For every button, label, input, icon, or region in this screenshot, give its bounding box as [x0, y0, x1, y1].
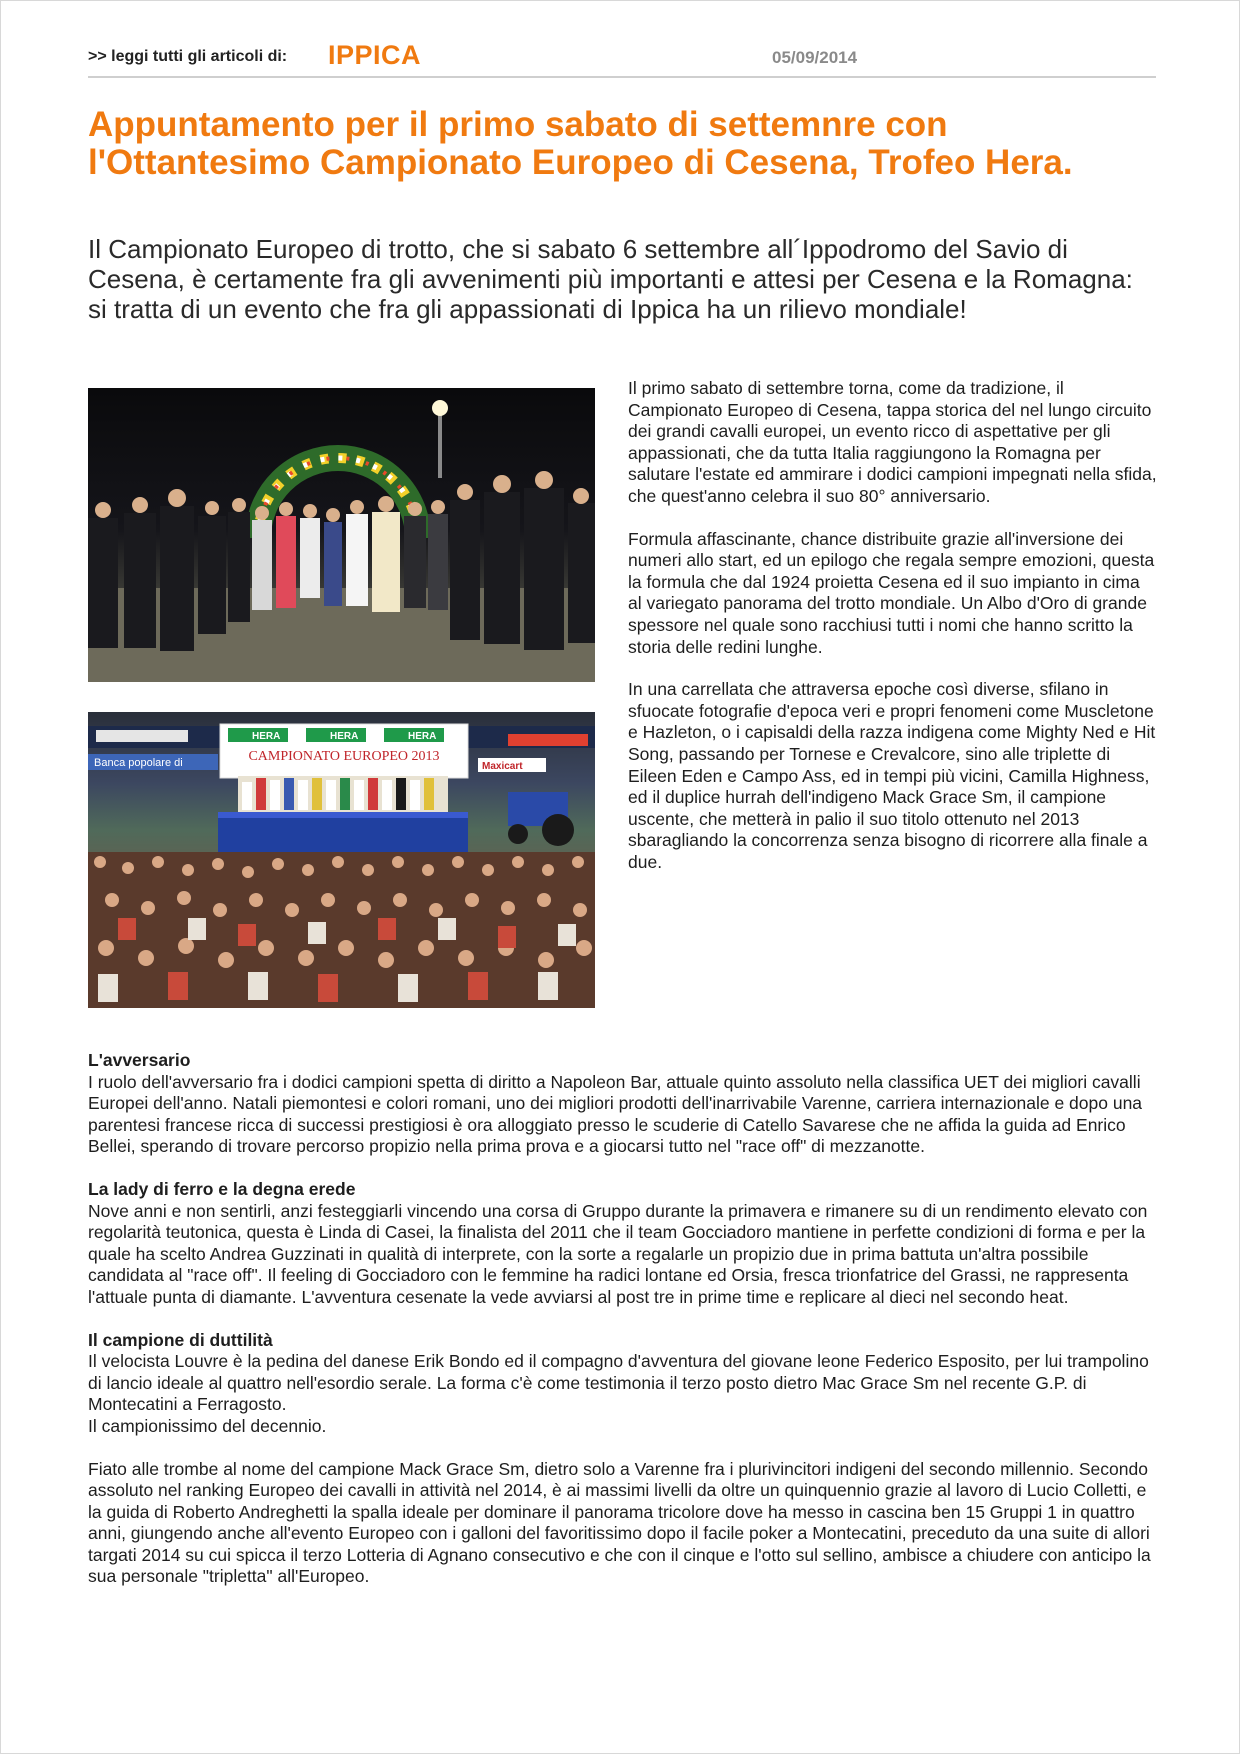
section-text: Il velocista Louvre è la pedina del danese Erik Bondo ed il compagno d'avventura del giovane leone Federico Esposito, per lui trampolino di lancio ideale al quattro nell'esordio serale. La forma c'è come testimonia il terzo posto dietro Mac Grace Sm nel recente G.P. di Montecatini a Ferragosto. — [88, 1351, 1149, 1415]
article-date: 05/09/2014 — [772, 48, 858, 67]
podium-crowd-illustration — [88, 712, 595, 1008]
closing-paragraph: Fiato alle trombe al nome del campione Mack Grace Sm, dietro solo a Varenne fra i plurivincitori indigeni del secondo millennio. Secondo assoluto nel ranking Europeo dei cavalli in attività nel 2014, è ai massimi livelli da oltre un quinquennio grazie al lavoro di Lucio Colletti, e la guida di Roberto Andreghetti la spalla ideale per dominare il panorama tricolore dove ha messo in cascina ben 15 Gruppi 1 in quattro anni, giungendo anche all'evento Europeo con i galloni del favoritissimo dopo il facile poker a Montecatini, preceduto da una suite di allori targati 2014 su cui spicca il terzo Lotteria di Agnano consecutivo e che con il cinque e l'otto sul sellino, ambisce a chiudere con anticipo la sua personale "tripletta" all'Europeo. — [88, 1458, 1151, 1587]
article-body — [88, 1050, 1156, 1609]
ceremony-photo-illustration — [88, 388, 595, 682]
article-title: Appuntamento per il primo sabato di settemnre con l'Ottantesimo Campionato Europeo di Cesena, Trofeo Hera. — [88, 105, 1073, 182]
section-text: I ruolo dell'avversario fra i dodici campioni spetta di diritto a Napoleon Bar, attuale quinto assoluto nella classifica UET dei migliori cavalli Europei dell'anno. Natali piemontesi e colori romani, uno dei migliori prodotti dell'inarrivabile Varenne, carriera internazionale e dopo una parentesi francese ricca di successi prestigiosi è ora alloggiato presso le scuderie di Catello Savarese che ne affida la guida ad Enrico Bellei, sperando di trovare percorso propizio nella prima prova e a giocarsi tutto nel "race off" di mezzanotte. — [88, 1071, 1143, 1157]
banner-sponsor-1: HERA — [252, 731, 281, 742]
banner-title: CAMPIONATO EUROPEO 2013 — [248, 749, 440, 764]
article-right-column — [628, 378, 1158, 894]
section-heading: Il campione di duttilità — [88, 1329, 273, 1350]
banner-bank: Banca popolare di — [94, 757, 183, 769]
section-text-continued: Il campionissimo del decennio. — [88, 1415, 327, 1436]
section-heading: L'avversario — [88, 1050, 191, 1070]
section-text: Nove anni e non sentirli, anzi festeggiarli vincendo una corsa di Gruppo durante la primavera e rimanere su di un rendimento elevato con regolarità teutonica, questa è Linda di Casei, la finalista del 2011 che il team Gocciadoro mantiene in perfette condizioni di forma e per la quale ha scelto Andrea Guzzinati in qualità di interprete, con la sorte a regalarle un propizio due in prima battuta un'altra possibile candidata al "race off". Il feeling di Gocciadoro con le femmine ha radici lontane ed Orsia, fresca trionfatrice del Grassi, ne rappresenta l'attuale punta di diamante. L'avventura cesenate la vede avviarsi al post tre in prime time e replicare al dieci nel secondo heat. — [88, 1200, 1148, 1307]
section-heading: La lady di ferro e la degna erede — [88, 1178, 356, 1199]
column-paragraph-1: Il primo sabato di settembre torna, come da tradizione, il Campionato Europeo di Cesena, tappa storica del nel lungo circuito dei grandi cavalli europei, un evento ricco di aspettative per gli appassionati, che da tutta Italia raggiungono la Romagna per salutare l'estate ed ammirare i dodici campioni impegnati nella sfida, che quest'anno celebra il suo 80° anniversario. — [628, 378, 1157, 506]
section-label[interactable]: IPPICA — [328, 40, 422, 70]
section-lady-di-ferro — [88, 1179, 1156, 1309]
banner-sponsor-2: HERA — [330, 731, 359, 742]
section-campione-duttilita — [88, 1330, 1156, 1438]
article-lead: Il Campionato Europeo di trotto, che si sabato 6 settembre all´Ippodromo del Savio di Cesena, è certamente fra gli avvenimenti più importanti e attesi per Cesena e la Romagna: si tratta di un evento che fra gli appassionati di Ippica ha un rilievo mondiale! — [88, 234, 1133, 324]
banner-tractor-brand: Maxicart — [482, 761, 523, 772]
article-header — [88, 40, 1156, 78]
read-all-articles-link[interactable]: >> leggi tutti gli articoli di: — [88, 48, 288, 65]
podium-crowd-photo — [88, 712, 595, 1008]
column-paragraph-2: Formula affascinante, chance distribuite grazie all'inversione dei numeri allo start, ed un epilogo che regala sempre emozioni, questa la formula che dal 1924 proietta Cesena ed il suo impianto in cima al variegato panorama del trotto mondiale. Un Albo d'Oro di grande spessore nel quale sono racchiusi tutti i nomi che hanno scritto la storia delle redini lunghe. — [628, 528, 1155, 657]
column-paragraph-3: In una carrellata che attraversa epoche così diverse, sfilano in sfuocate fotografie d'epoca veri e propri fenomeni come Muscletone e Hazleton, o i capisaldi della razza indigena come Mighty Ned e Hit Song, passando per Tornese e Crevalcore, sino alle triplette di Eileen Eden e Campo Ass, ed in tempi più vicini, Camilla Highness, ed il duplice hurrah dell'indigeno Mack Grace Sm, il campione uscente, che metterà in palio il suo titolo ottenuto nel 2013 sbaragliando la concorrenza senza bisogno di ricorrere alla finale a due. — [628, 679, 1156, 872]
ceremony-photo — [88, 388, 595, 682]
section-avversario — [88, 1050, 1156, 1158]
banner-sponsor-3: HERA — [408, 731, 437, 742]
